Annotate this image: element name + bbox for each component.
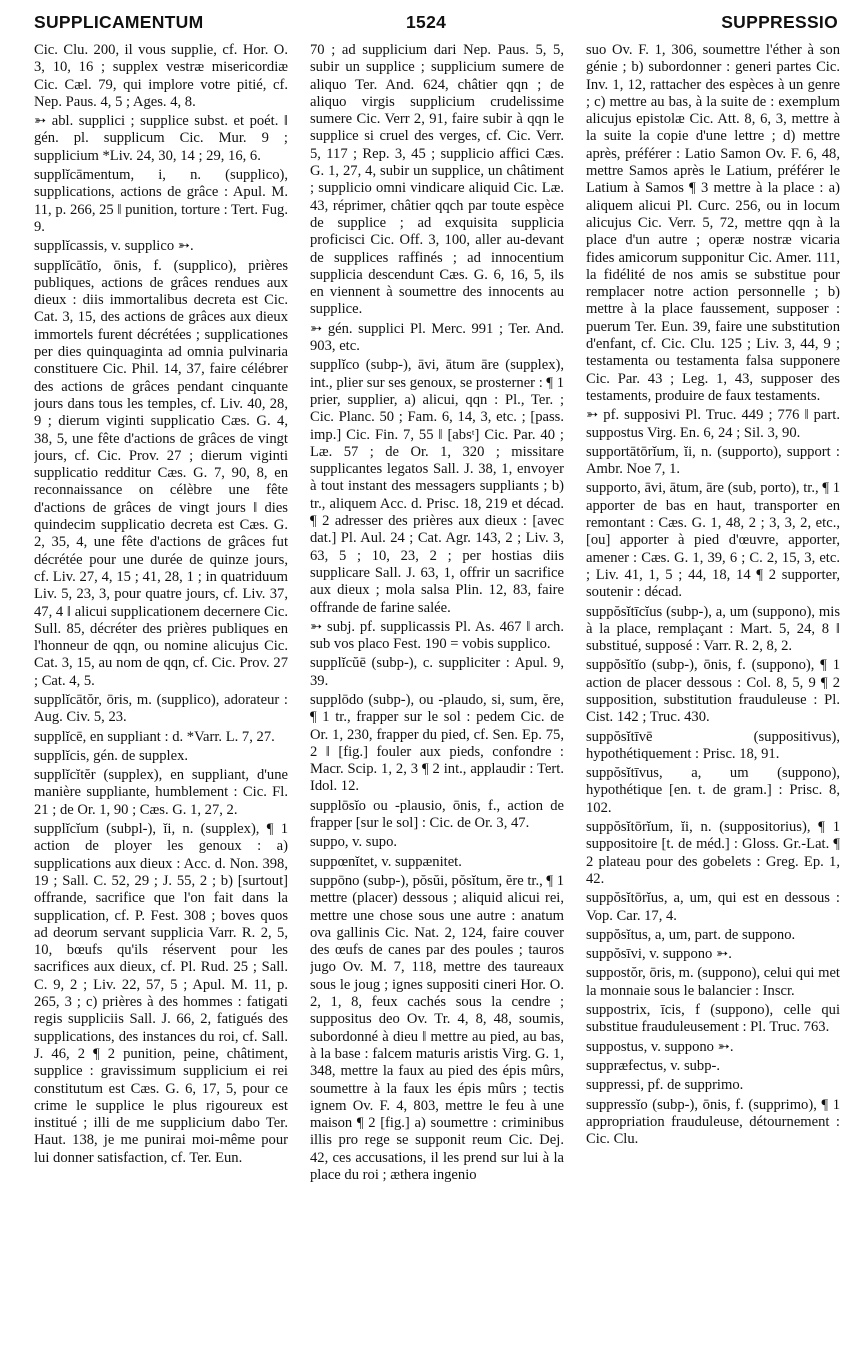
dictionary-entry: suppressi, pf. de supprimo. [586, 1077, 744, 1094]
dictionary-entry: suppŏsĭtīvē (suppositivus), hypothétiquement : Prisc. 18, 91. [586, 728, 840, 762]
running-head-left: SUPPLICAMENTUM [34, 12, 204, 32]
column-1 [34, 42, 288, 1346]
dictionary-entry: suppŏsĭtōrĭum, ĭi, n. (suppositorius), ¶ 1 suppositoire [t. de méd.] : Gloss. Gr.-Lat. ¶ 2 plateau pour des gobelets : Greg. Ep. 1, 42. [586, 819, 840, 887]
dictionary-entry: suppŏsĭtōrĭus, a, um, qui est en dessous : Vop. Car. 17, 4. [586, 890, 840, 924]
dictionary-entry: ➳ abl. supplici ; supplice subst. et poét. ‖ gén. pl. supplicum Cic. Mur. 9 ; supplicium *Liv. 24, 30, 14 ; 29, 16, 6. [34, 113, 288, 164]
dictionary-entry: supplĭcātŏr, ōris, m. (supplico), adorateur : Aug. Civ. 5, 23. [34, 691, 288, 726]
dictionary-entry: supportātōrĭum, ĭi, n. (supporto), support : Ambr. Noe 7, 1. [586, 443, 840, 478]
dictionary-entry: ➳ subj. pf. supplicassis Pl. As. 467 ‖ arch. sub vos placo Fest. 190 = vobis supplico. [310, 618, 564, 653]
dictionary-columns [34, 42, 840, 1350]
dictionary-entry: supporto, āvi, ātum, āre (sub, porto), tr., ¶ 1 apporter de bas en haut, transporter en remontant : Cæs. G. 1, 48, 2 ; 3, 3, 2, etc., [ou] apporter à pied d'œuvre, apporter, amener : Cæs. G. 1, 39, 6 ; C. 2, 15, 3, etc. ; Liv. 41, 1, 5 ; 44, 18, 14 ¶ 2 supporter, soutenir : décad. [586, 480, 840, 601]
dictionary-entry: supplĭco (subp-), āvi, ātum āre (supplex), int., plier sur ses genoux, se prosterner : ¶ 1 prier, supplier, a) alicui, qqn : Pl., Ter. ; Cic. Planc. 50 ; Fam. 6, 14, 3, etc. ; [pass. imp.] Cic. Fin. 7, 55 ‖ [absᵗ] Cic. Par. 40 ; Læ. 57 ; de Or. 1, 320 ; missitare supplicantes legatos Sall. J. 38, 1, envoyer à tout instant des messagers suppliants ; b) tr., aliquem Acc. d. Prisc. 18, 219 et décad. ¶ 2 adresser des prières aux dieux : [avec dat.] Pl. Aul. 24 ; Cat. Agr. 143, 2 ; Liv. 3, 63, 5 ; 10, 23, 2 ; per hostias diis supplicare Sall. J. 63, 1, offrir un sacrifice aux dieux ; mola salsa Plin. 12, 83, faire offrande de farine salée. [310, 357, 564, 616]
dictionary-entry: supplĭcis, gén. de supplex. [34, 747, 189, 764]
running-head-right: SUPPRESSIO [721, 12, 838, 32]
dictionary-entry: ➳ pf. supposivi Pl. Truc. 449 ; 776 ‖ part. suppostus Virg. En. 6, 24 ; Sil. 3, 90. [586, 407, 840, 441]
dictionary-entry: supplĭcĭum (subpl-), ĭi, n. (supplex), ¶ 1 action de ployer les genoux : a) supplications aux dieux : Acc. d. Non. 398, 19 ; Sall. C. 52, 29 ; J. 55, 2 ; b) [surtout] offrande, sacrifice que l'on fait dans la supplication, cf. P. Fest. 308 ; boves quos ad deorum servant supplicia Varr. R. 2, 5, 10, bœufs qu'ils réservent pour les sacrifices aux dieux, cf. Pl. Rud. 25 ; Sall. C. 9, 2 ; Liv. 22, 57, 5 ; Apul. M. 11, p. 265, 3 ; c) prières à des hommes : fatigati regis suppliciis Sall. J. 66, 2, fatigués des supplications, des instances du roi, cf. Sall. J. 46, 2 ¶ 2 punition, peine, châtiment, supplice : gravissimum supplicium ei rei constitutum est Cæs. G. 6, 17, 5, pour ce crime le supplice le plus rigoureux est institué ; illi de me supplicium dabo Ter. Haut. 138, je me punirai moi-même pour lui donner satisfaction, cf. Ter. Eun. [34, 821, 288, 1166]
page-number: 1524 [406, 12, 447, 32]
dictionary-entry: 70 ; ad supplicium dari Nep. Paus. 5, 5, subir un supplice ; supplicium sumere de aliquo Ter. And. 624, châtier qqn ; de aliquo virgis supplicium crudelissime sumere Cic. Verr 2, 91, faire subir à qqn le supplice si cruel des verges, cf. Cic. Verr. 5, 117 ; Rep. 3, 45 ; supplicio affici Cæs. G. 1, 27, 4, subir un supplice, un châtiment ; supplicio omni vindicare aliquid Cic. Læ. 43, réprimer, châtier qqch par toute espèce de supplice ; ad exquisita supplicia proficisci Cic. Off. 3, 100, aller au-devant de supplices raffinés ; ad innocentium supplicia descendunt Cæs. G. 6, 16, 5, ils en viennent à soumettre des innocents au supplice. [310, 42, 564, 318]
dictionary-entry: suo Ov. F. 1, 306, soumettre l'éther à son génie ; b) subordonner : generi partes Cic. Inv. 1, 12, rattacher des espèces à un genre ; c) mettre au bas, à la suite de : exemplum alicujus epistolæ Cic. Att. 8, 6, 3, mettre à la suite la copie d'une lettre ; d) mettre après, préférer : Latio Samon Ov. F. 6, 48, mettre Samos après le Latium, préférer le Latium à Samos ¶ 3 mettre à la place : a) aliquem alicui Pl. Curc. 256, ou in locum alicujus Cic. Verr. 5, 72, mettre qqn à la place d'un autre ; operæ nostræ vicaria fides amicorum supponitur Cic. Amer. 111, la fidélité de nos amis se substitue pour remplacer notre action personnelle ; b) mettre à la place faussement, supposer : puerum Ter. Eun. 39, faire une substitution d'enfant, cf. Cic. Clu. 125 ; Liv. 3, 44, 9 ; testamenta ou testamenta falsa supponere Cic. Par. 43 ; Leg. 1, 43, supposer des testaments, produire de faux testaments. [586, 42, 840, 404]
column-3 [586, 42, 840, 1346]
dictionary-entry: suppressĭo (subp-), ōnis, f. (supprimo), ¶ 1 appropriation frauduleuse, détournement : Cic. Clu. [586, 1096, 840, 1148]
dictionary-entry: suppŏsĭtīcĭus (subp-), a, um (suppono), mis à la place, remplaçant : Mart. 5, 24, 8 ‖ substitué, supposé : Varr. R. 2, 8, 2. [586, 603, 840, 655]
dictionary-entry: suppōno (subp-), pŏsŭi, pŏsĭtum, ĕre tr., ¶ 1 mettre (placer) dessous ; aliquid alicui rei, mettre une chose sous une autre : anatum ova gallinis Cic. Nat. 2, 124, faire couver des œufs de canes par des poules ; tauros jugo Ov. M. 7, 118, mettre des taureaux sous le joug ; ignes suppositi cineri Hor. O. 2, 1, 8, feux cachés sous la cendre ; suppositus deo Ov. Tr. 4, 8, 48, soumis, subordonné à dieu ‖ mettre au pied, au bas, à la base : falcem maturis aristis Virg. G. 1, 348, mettre la faux au pied des épis mûrs, soumettre à la faux les épis mûrs ; tectis ignem Ov. F. 4, 803, mettre le feu à une maison ¶ 2 [fig.] a) soumettre : criminibus illis pro rege se supponit reum Cic. Dej. 42, ces accusations, il les prend sur lui à la place du roi ; æthera ingenio [310, 872, 564, 1183]
dictionary-entry: suppŏsīvi, v. suppono ➳. [586, 946, 732, 963]
dictionary-entry: suppŏsĭtus, a, um, part. de suppono. [586, 926, 796, 943]
dictionary-entry: suppræfectus, v. subp-. [586, 1057, 721, 1074]
dictionary-entry: suppostŏr, ōris, m. (suppono), celui qui met la monnaie sous le balancier : Inscr. [586, 965, 840, 999]
dictionary-entry: suppŏsĭtīvus, a, um (suppono), hypothétique [en. t. de gram.] : Prisc. 8, 102. [586, 765, 840, 816]
dictionary-entry: suppostus, v. suppono ➳. [586, 1038, 734, 1055]
dictionary-entry: suppœnĭtet, v. suppænitet. [310, 853, 462, 870]
dictionary-entry: supplĭcĭtĕr (supplex), en suppliant, d'une manière suppliante, humblement : Cic. Fl. 21 ; de Or. 1, 90 ; Cæs. G. 1, 27, 2. [34, 767, 288, 818]
page-header [34, 10, 838, 36]
dictionary-entry: supplōsĭo ou -plausio, ōnis, f., action de frapper [sur le sol] : Cic. de Or. 3, 47. [310, 797, 564, 832]
dictionary-entry: Cic. Clu. 200, il vous supplie, cf. Hor. O. 3, 10, 16 ; supplex vestræ misericordiæ Cic. Cæl. 79, qui implore votre pitié, cf. Nep. Paus. 4, 5 ; Ages. 4, 8. [34, 42, 288, 110]
dictionary-entry: supplĭcātĭo, ōnis, f. (supplico), prières publiques, actions de grâces rendues aux dieux : diis immortalibus decreta est Cic. Cat. 3, 15, des actions de grâces aux dieux immortels furent décrétées ; supplicationes per dies quinquaginta ad omnia pulvinaria constituere Cic. Phil. 14, 37, faire célébrer des actions de grâces pendant cinquante jours dans tous les temples, cf. Liv. 40, 28, 9 ; dierum viginti supplicatio Cæs. G. 4, 38, 5, une fête d'actions de grâces de vingt jours, cf. Cic. Prov. 27 ; dierum viginti supplicatio redditur Cæs. G. 7, 90, 8, en reconnaissance on célèbre une fête d'actions de grâces de vingt jours ‖ dies quindecim supplicatio decreta est Cæs. G. 2, 35, 4, une fête d'actions de grâces fut décrétée pour une durée de quinze jours, cf. Liv. 27, 4, 15 ; 41, 28, 1 ; in quatriduum Liv. 5, 23, 3, pour quatre jours, cf. Liv. 37, 47, 4 ‖ alicui supplicationem decernere Cic. Sull. 85, décréter des prières publiques en l'honneur de qqn, ou nomine alicujus Cic. Cat. 3, 15, au nom de qqn, cf. Cic. Prov. 27 ; Cat. 4, 5. [34, 257, 288, 689]
dictionary-entry: supplōdo (subp-), ou -plaudo, si, sum, ĕre, ¶ 1 tr., frapper sur le sol : pedem Cic. de Or. 1, 230, frapper du pied, cf. Sen. Ep. 75, 2 ‖ [fig.] fouler aux pieds, confondre : Macr. Scip. 1, 2, 3 ¶ 2 int., applaudir : Tert. Idol. 12. [310, 691, 564, 795]
dictionary-entry: suppo, v. supo. [310, 834, 398, 851]
dictionary-entry: supplĭcē, en suppliant : d. *Varr. L. 7, 27. [34, 728, 275, 745]
dictionary-entry: suppŏsĭtĭo (subp-), ōnis, f. (suppono), ¶ 1 action de placer dessous : Col. 8, 5, 9 ¶ 2 supposition, substitution frauduleuse : Pl. Cist. 142 ; Truc. 430. [586, 657, 840, 726]
dictionary-entry: supplĭcassis, v. supplico ➳. [34, 238, 194, 255]
dictionary-entry: suppostrix, īcis, f (suppono), celle qui substitue frauduleusement : Pl. Truc. 763. [586, 1002, 840, 1036]
dictionary-entry: supplĭcŭē (subp-), c. suppliciter : Apul. 9, 39. [310, 655, 564, 689]
column-2 [310, 42, 564, 1346]
dictionary-entry: ➳ gén. supplici Pl. Merc. 991 ; Ter. And. 903, etc. [310, 320, 564, 355]
dictionary-entry: supplĭcāmentum, i, n. (supplico), supplications, actions de grâce : Apul. M. 11, p. 266, 25 ‖ punition, torture : Tert. Fug. 9. [34, 167, 288, 235]
